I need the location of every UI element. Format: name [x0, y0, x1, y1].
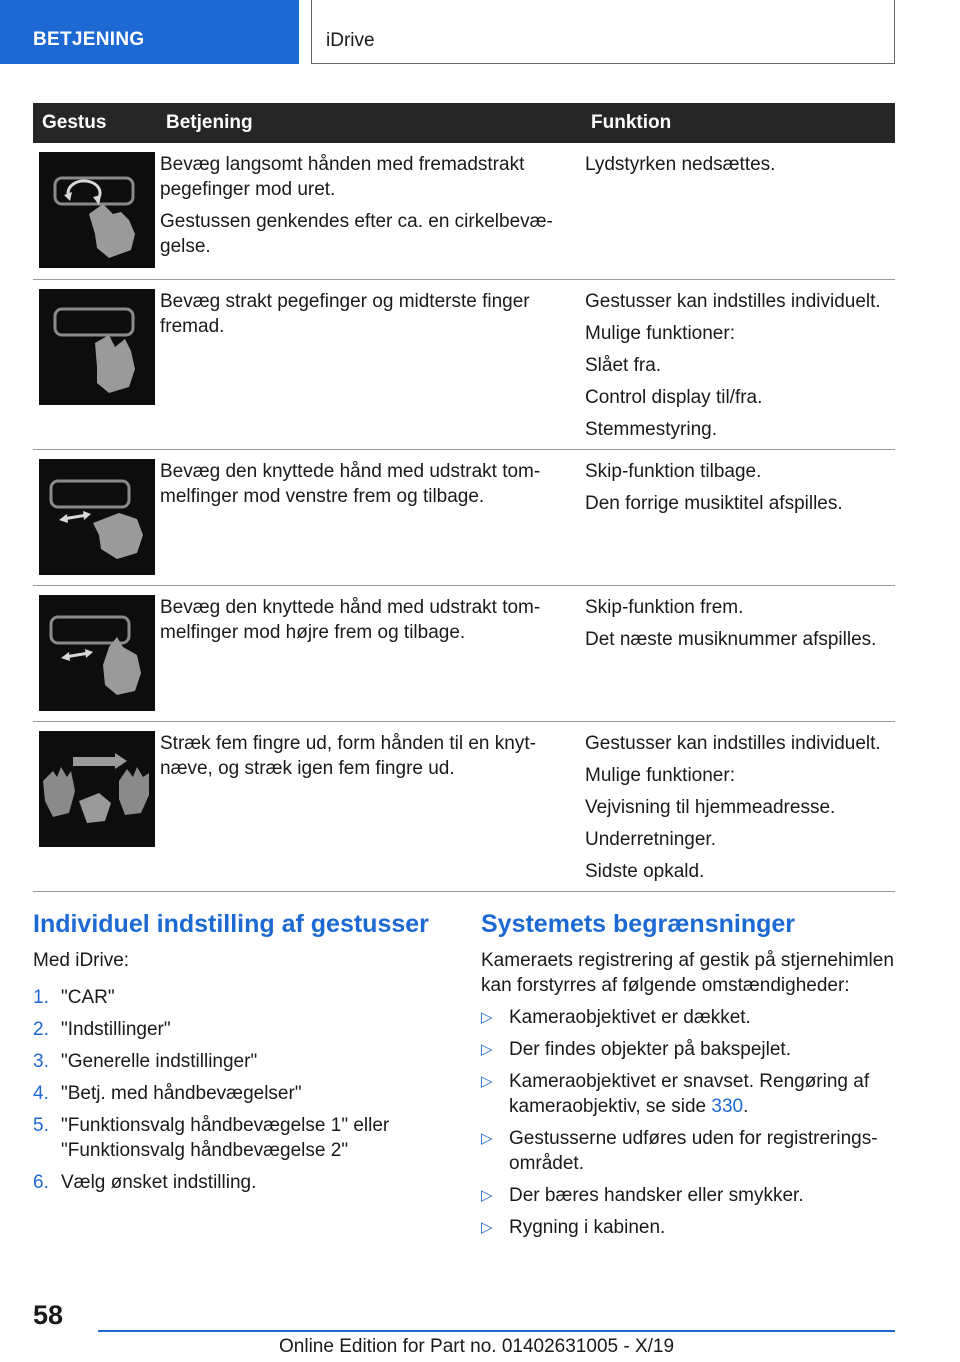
gesture-cell: [33, 143, 157, 279]
function-text: Skip-funktion frem.: [585, 596, 744, 618]
operation-text: Bevæg den knyttede hånd med udstrakt tom-melfinger mod højre frem og tilbage.: [160, 596, 541, 643]
step-number: 3.: [33, 1051, 49, 1072]
footer-divider: [98, 1330, 895, 1332]
operation-cell: [157, 721, 582, 891]
function-text: Den forrige musiktitel afspilles.: [585, 492, 843, 514]
step-text: Vælg ønsket indstilling.: [61, 1172, 257, 1193]
table-row: [33, 279, 895, 449]
triangle-bullet-icon: ▷: [481, 1187, 493, 1204]
page-reference-link[interactable]: 330: [711, 1096, 744, 1117]
limit-text: Rygning i kabinen.: [509, 1217, 666, 1238]
table-row: [33, 143, 895, 279]
triangle-bullet-icon: ▷: [481, 1009, 493, 1026]
function-text: Vejvisning til hjemmeadresse.: [585, 796, 836, 818]
limit-text: Gestusserne udføres uden for registrerings-området.: [509, 1128, 878, 1174]
triangle-bullet-icon: ▷: [481, 1073, 493, 1090]
column-header-function: Funktion: [582, 103, 895, 143]
function-text: Mulige funktioner:: [585, 322, 735, 344]
step-number: 6.: [33, 1172, 49, 1193]
step-number: 2.: [33, 1019, 49, 1040]
section-title-individual: Individuel indstilling af gestusser: [33, 910, 429, 938]
list-item: [481, 1183, 901, 1208]
chapter-tab: [311, 0, 895, 64]
function-text: Det næste musiknummer afspilles.: [585, 628, 877, 650]
step-text: "CAR": [61, 987, 115, 1008]
function-text: Skip-funktion tilbage.: [585, 460, 762, 482]
function-text: Slået fra.: [585, 354, 662, 376]
triangle-bullet-icon: ▷: [481, 1219, 493, 1236]
operation-cell: [157, 279, 582, 449]
triangle-bullet-icon: ▷: [481, 1041, 493, 1058]
function-cell: [582, 279, 895, 449]
rotate-finger-gesture-icon: [39, 152, 155, 268]
function-cell: [582, 143, 895, 279]
function-text: Stemmestyring.: [585, 418, 717, 440]
operation-text: Gestussen genkendes efter ca. en cirkelbevæ-gelse.: [160, 211, 553, 257]
step-number: 1.: [33, 987, 49, 1008]
list-item: [481, 1126, 901, 1176]
table-row: [33, 585, 895, 721]
individual-intro: Med iDrive:: [33, 950, 130, 971]
step-text: "Funktionsvalg håndbevægelse 1" eller "Funktionsvalg håndbevægelse 2": [61, 1115, 390, 1161]
step-text: "Betj. med håndbevægelser": [61, 1083, 302, 1104]
step-text: "Generelle indstillinger": [61, 1051, 258, 1072]
list-item: [33, 1113, 443, 1163]
limit-text-suffix: .: [743, 1096, 749, 1117]
limit-text: Kameraobjektivet er snavset. Rengøring af kameraobjektiv, se side: [509, 1071, 870, 1117]
operation-text: Bevæg strakt pegefinger og midterste finger fremad.: [160, 290, 530, 337]
function-text: Control display til/fra.: [585, 386, 763, 408]
settings-steps-list: [33, 985, 443, 1202]
chapter-label: iDrive: [326, 30, 375, 51]
column-header-gesture: Gestus: [33, 103, 157, 143]
section-tab: [0, 0, 299, 64]
gesture-cell: [33, 585, 157, 721]
operation-cell: [157, 143, 582, 279]
step-text: "Indstillinger": [61, 1019, 171, 1040]
limit-text: Der findes objekter på bakspejlet.: [509, 1039, 791, 1060]
limits-list: [481, 1005, 901, 1247]
thumb-right-gesture-icon: [39, 595, 155, 711]
operation-text: Stræk fem fingre ud, form hånden til en knyt-næve, og stræk igen fem fingre ud.: [160, 732, 536, 779]
function-text: Mulige funktioner:: [585, 764, 735, 786]
triangle-bullet-icon: ▷: [481, 1130, 493, 1147]
operation-cell: [157, 585, 582, 721]
gesture-table: [33, 103, 895, 892]
page-number: 58: [33, 1300, 64, 1330]
function-cell: [582, 585, 895, 721]
limits-intro: Kameraets registrering af gestik på stjernehimlen kan forstyrres af følgende omstændigheder:: [481, 950, 894, 996]
list-item: [33, 1049, 443, 1074]
function-cell: [582, 449, 895, 585]
list-item: [481, 1215, 901, 1240]
list-item: [481, 1005, 901, 1030]
column-header-operation: Betjening: [157, 103, 582, 143]
list-item: [33, 1081, 443, 1106]
list-item: [481, 1069, 901, 1119]
list-item: [33, 985, 443, 1010]
function-text: Lydstyrken nedsættes.: [585, 154, 776, 175]
table-row: [33, 721, 895, 891]
section-title-limits: Systemets begrænsninger: [481, 910, 795, 938]
operation-text: Bevæg den knyttede hånd med udstrakt tom-melfinger mod venstre frem og tilbage.: [160, 460, 541, 507]
section-label: BETJENING: [33, 29, 145, 50]
list-item: [481, 1037, 901, 1062]
gesture-cell: [33, 449, 157, 585]
thumb-left-gesture-icon: [39, 459, 155, 575]
list-item: [33, 1170, 443, 1195]
open-fist-open-gesture-icon: [39, 731, 155, 847]
limit-text: Kameraobjektivet er dækket.: [509, 1007, 751, 1028]
table-header-row: [33, 103, 895, 143]
function-text: Gestusser kan indstilles individuelt.: [585, 732, 881, 754]
operation-cell: [157, 449, 582, 585]
step-number: 5.: [33, 1115, 49, 1136]
function-cell: [582, 721, 895, 891]
operation-text: Bevæg langsomt hånden med fremadstrakt pegefinger mod uret.: [160, 154, 525, 200]
function-text: Gestusser kan indstilles individuelt.: [585, 290, 881, 312]
function-text: Sidste opkald.: [585, 860, 705, 882]
gesture-cell: [33, 279, 157, 449]
limit-text: Der bæres handsker eller smykker.: [509, 1185, 804, 1206]
gesture-cell: [33, 721, 157, 891]
table-row: [33, 449, 895, 585]
two-finger-forward-gesture-icon: [39, 289, 155, 405]
list-item: [33, 1017, 443, 1042]
function-text: Underretninger.: [585, 828, 716, 850]
footer-edition: Online Edition for Part no. 01402631005 - X/19: [279, 1336, 675, 1357]
step-number: 4.: [33, 1083, 49, 1104]
